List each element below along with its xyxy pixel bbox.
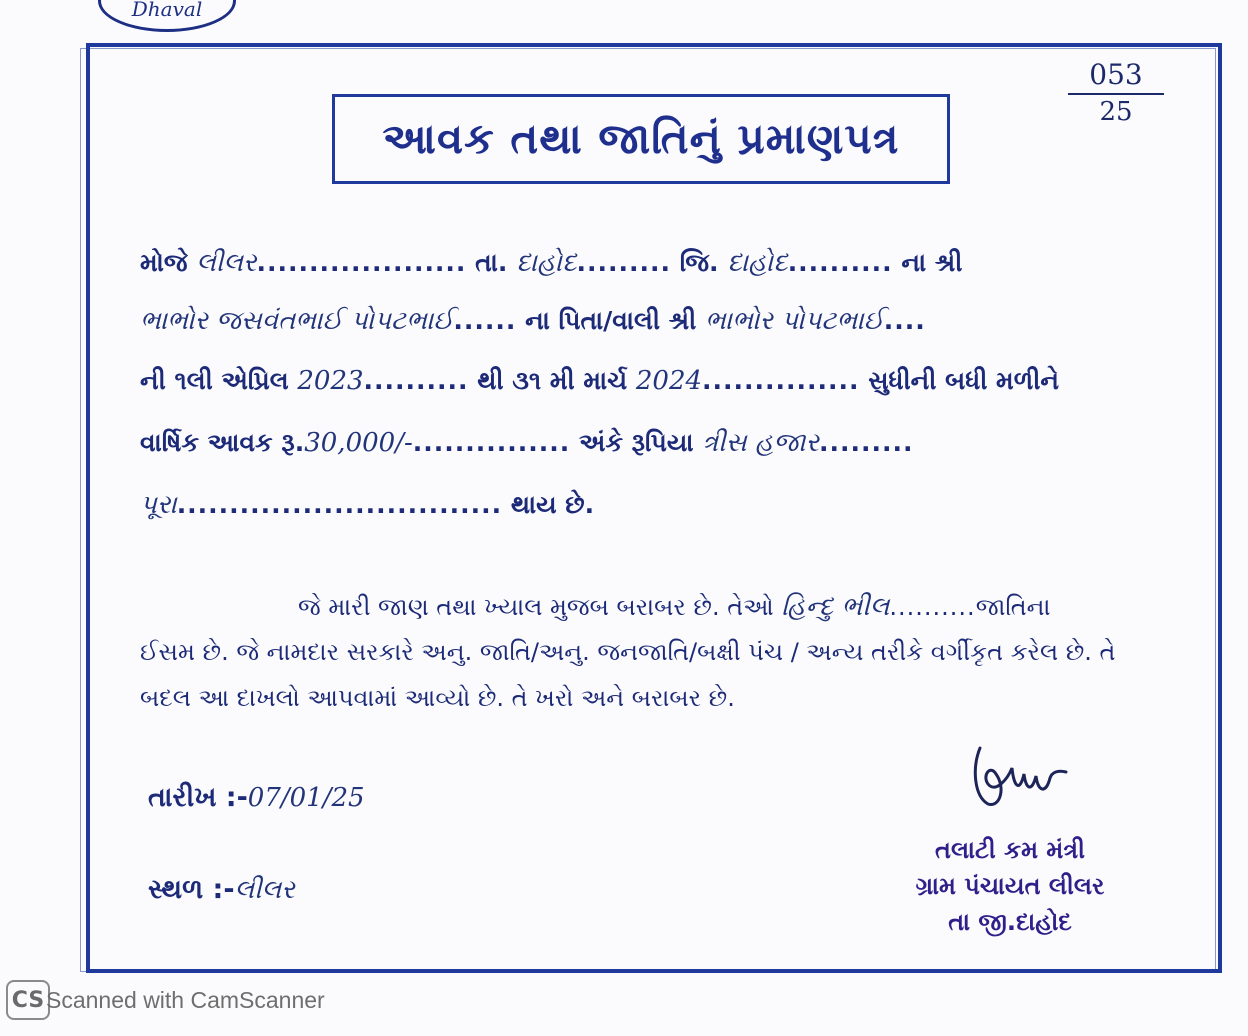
- authority-title: તલાટી કમ મંત્રી: [935, 836, 1085, 864]
- caste-name: હિન્દુ ભીલ: [781, 592, 890, 622]
- declaration-line-3: બદલ આ દાખલો આપવામાં આવ્યો છે. તે ખરો અને બરાબર છે.: [140, 684, 735, 712]
- annual-income-label: વાર્ષિક આવક રૂ.: [140, 428, 305, 457]
- district-label: જિ.: [679, 248, 719, 277]
- date-field: [148, 782, 365, 814]
- place-label: સ્થળ :-: [148, 874, 235, 905]
- taluka-label: તા.: [475, 248, 508, 277]
- year-from: 2023: [297, 366, 364, 396]
- place-field: [148, 874, 295, 906]
- district-name: દાહોદ: [727, 248, 788, 278]
- declaration-line-1: જે મારી જાણ તથા ખ્યાલ મુજબ બરાબર છે. તેઓ હિન્દુ ભીલ..........જાતિના: [298, 592, 1051, 622]
- authority-office: ગ્રામ પંચાયત લીલર: [915, 872, 1105, 900]
- father-name: ભાભોર પોપટભાઈ: [704, 306, 884, 336]
- camscanner-icon: CS: [6, 980, 50, 1020]
- father-label: ના પિતા/વાલી શ્રી: [525, 306, 697, 335]
- camscanner-watermark: [6, 980, 325, 1020]
- line-village: મોજે લીલર.................... તા. દાહોદ......... જિ. દાહોદ.......... ના શ્રી: [140, 248, 963, 278]
- certificate-title: આવક તથા જાતિનું પ્રમાણપત્ર: [332, 94, 950, 184]
- march-label: થી ૩૧ મી માર્ચ: [477, 366, 628, 395]
- date-label: તારીખ :-: [148, 782, 248, 813]
- date-value: 07/01/25: [247, 783, 365, 813]
- april-label: ની ૧લી એપ્રિલ: [140, 366, 289, 395]
- reference-denominator: 25: [1099, 97, 1133, 127]
- village-name: લીલર: [196, 248, 257, 278]
- line-name: ભાભોર જસવંતભાઈ પોપટભાઈ...... ના પિતા/વાલી શ્રી ભાભોર પોપટભાઈ....: [140, 306, 926, 336]
- place-value: લીલર: [234, 875, 295, 905]
- declaration-start: જે મારી જાણ તથા ખ્યાલ મુજબ બરાબર છે. તેઓ: [298, 593, 774, 621]
- line-total: પૂરા............................... થાય છે.: [140, 490, 595, 520]
- line-period: ની ૧લી એપ્રિલ 2023.......... થી ૩૧ મી માર્ચ 2024............... સુધીની બધી મળીને: [140, 366, 1059, 396]
- printer-logo: [98, 0, 236, 32]
- reference-numerator: 053: [1068, 58, 1164, 95]
- person-name: ભાભોર જસવંતભાઈ પોપટભાઈ: [140, 306, 454, 336]
- logo-text: Dhaval: [131, 0, 203, 21]
- camscanner-text: Scanned with CamScanner: [46, 986, 325, 1013]
- issuing-authority: [880, 832, 1140, 940]
- income-amount: 30,000/-: [304, 428, 413, 458]
- moje-label: મોજે: [140, 248, 188, 277]
- total-label: સુધીની બધી મળીને: [868, 366, 1059, 395]
- declaration-line-2: ઈસમ છે. જે નામદાર સરકારે અનુ. જાતિ/અનુ. જનજાતિ/બક્ષી પંચ / અન્ય તરીકે વર્ગીકૃત કરેલ છે. તે: [140, 638, 1116, 666]
- thay-che-label: થાય છે.: [510, 490, 595, 519]
- ankhe-label: અંકે રૂપિયા: [578, 428, 694, 457]
- signature: [966, 738, 1076, 810]
- authority-location: તા જી.દાહોદ: [948, 908, 1072, 936]
- taluka-name: દાહોદ: [516, 248, 577, 278]
- line-income: વાર્ષિક આવક રૂ.30,000/-............... અંકે રૂપિયા ત્રીસ હજાર.........: [140, 428, 914, 458]
- na-shri-label: ના શ્રી: [901, 248, 963, 277]
- year-to: 2024: [635, 366, 703, 396]
- declaration-caste-suffix: જાતિના: [975, 593, 1051, 621]
- amount-in-words: ત્રીસ હજાર: [702, 428, 819, 458]
- reference-number: [1068, 58, 1164, 127]
- amount-words-end: પૂરા: [140, 490, 177, 520]
